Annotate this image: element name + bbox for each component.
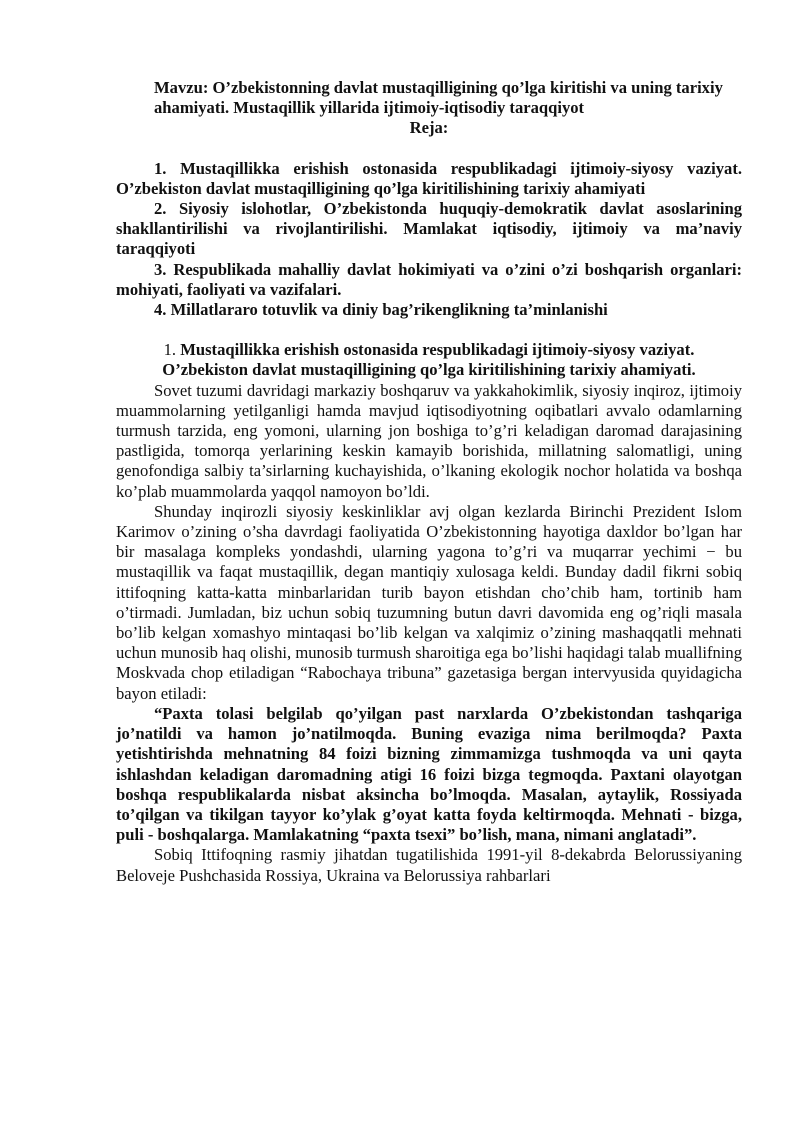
section-title [116, 340, 742, 380]
section-number: 1. [163, 340, 177, 360]
plan-item-4: 4. Millatlararo totuvlik va diniy bag’rikenglikning ta’minlanishi [154, 300, 608, 320]
section-title-text: Mustaqillikka erishish ostonasida respublikadagi ijtimoiy-siyosy vaziyat. O’zbekiston davlat mustaqilligining qo’lga kiritilishining tarixiy ahamiyati. [162, 340, 696, 380]
paragraph-1: Sovet tuzumi davridagi markaziy boshqaruv va yakkahokimlik, siyosiy inqiroz, ijtimoiy muammolarning yetilganligi hamda mavjud iqtisodiyotning oqibatlari avvalo odamlarning turmush tarzida, eng yomoni, ularning jon boshiga to’g’ri keladigan daromad darajasining pastligida, tomorqa yerlarining keskin kamayib borishida, millatning salomatligi, uning genofondiga salbiy ta’sirlarning kuchayishida, o’lkaning ekologik nochor holatida va boshqa ko’plab muammolarda yaqqol namoyon bo’ldi. [116, 380, 742, 501]
paragraph-3: Sobiq Ittifoqning rasmiy jihatdan tugatilishida 1991-yil 8-dekabrda Belorussiyaning Beloveje Pushchasida Rossiya, Ukraina va Belorussiya rahbarlari [116, 845, 742, 885]
paragraph-2: Shunday inqirozli siyosiy keskinliklar avj olgan kezlarda Birinchi Prezident Islom Karimov o’zining o’sha davrdagi faoliyatida O’zbekistonning hayotiga daxldor bo’lgan har bir masalaga kompleks yondashdi, ularning yagona to’g’ri va muqarrar yechimi − bu mustaqillik va faqat mustaqillik, degan mantiqiy xulosaga keldi. Bunday dadil fikrni sobiq ittifoqning katta-katta minbarlaridan turib bayon etishdan cho’chib ham, tortinib ham o’tirmadi. Jumladan, biz uchun sobiq tuzumning butun davri davomida eng og’riqli masala bo’lib kelgan xomashyo mintaqasi bo’lib kelgan va xalqimiz o’zining mashaqqatli mehnati uchun munosib haq olishi, munosib turmush sharoitiga ega bo’lishi haqidagi talab muallifning Moskvada chop etiladigan “Rabochaya tribuna” gazetasiga bergan intervyusida quyidagicha bayon etiladi: [116, 501, 742, 703]
plan-heading: Reja: [409, 118, 449, 138]
plan-item-1: 1. Mustaqillikka erishish ostonasida respublikadagi ijtimoiy-siyosy vaziyat. O’zbekiston davlat mustaqilligining qo’lga kiritilishining tarixiy ahamiyati [116, 158, 742, 198]
document-body [116, 78, 742, 886]
plan-item-2: 2. Siyosiy islohotlar, O’zbekistonda huquqiy-demokratik davlat asoslarining shakllantirilishi va rivojlantirilishi. Mamlakat iqtisodiy, ijtimoiy va ma’naviy taraqqiyoti [116, 199, 742, 259]
plan-item-3: 3. Respublikada mahalliy davlat hokimiyati va o’zini o’zi boshqarish organlari: mohiyati, faoliyati va vazifalari. [116, 259, 742, 299]
quote-paragraph: “Paxta tolasi belgilab qo’yilgan past narxlarda O’zbekistondan tashqariga jo’natildi va hamon jo’natilmoqda. Buning evaziga nima berilmoqda? Paxta yetishtirishda mehnatning 84 foizi bizning zimmamizga tushmoqda va uni qayta ishlashdan keladigan daromadning atigi 16 foizi bizga tegmoqda. Paxtani olayotgan boshqa respublikalarda nisbat aksincha bo’lmoqda. Masalan, aytaylik, Rossiyada to’qilgan va tikilgan tayyor ko’ylak g’oyat katta foyda keltirmoqda. Mehnati - bizga, puli - boshqalarga. Mamlakatning “paxta tsexi” bo’lish, mana, nimani anglatadi”. [116, 703, 742, 845]
topic-heading: Mavzu: O’zbekistonning davlat mustaqilligining qo’lga kiritishi va uning tarixiy ahamiyati. Mustaqillik yillarida ijtimoiy-iqtisodiy taraqqiyot [154, 78, 723, 118]
